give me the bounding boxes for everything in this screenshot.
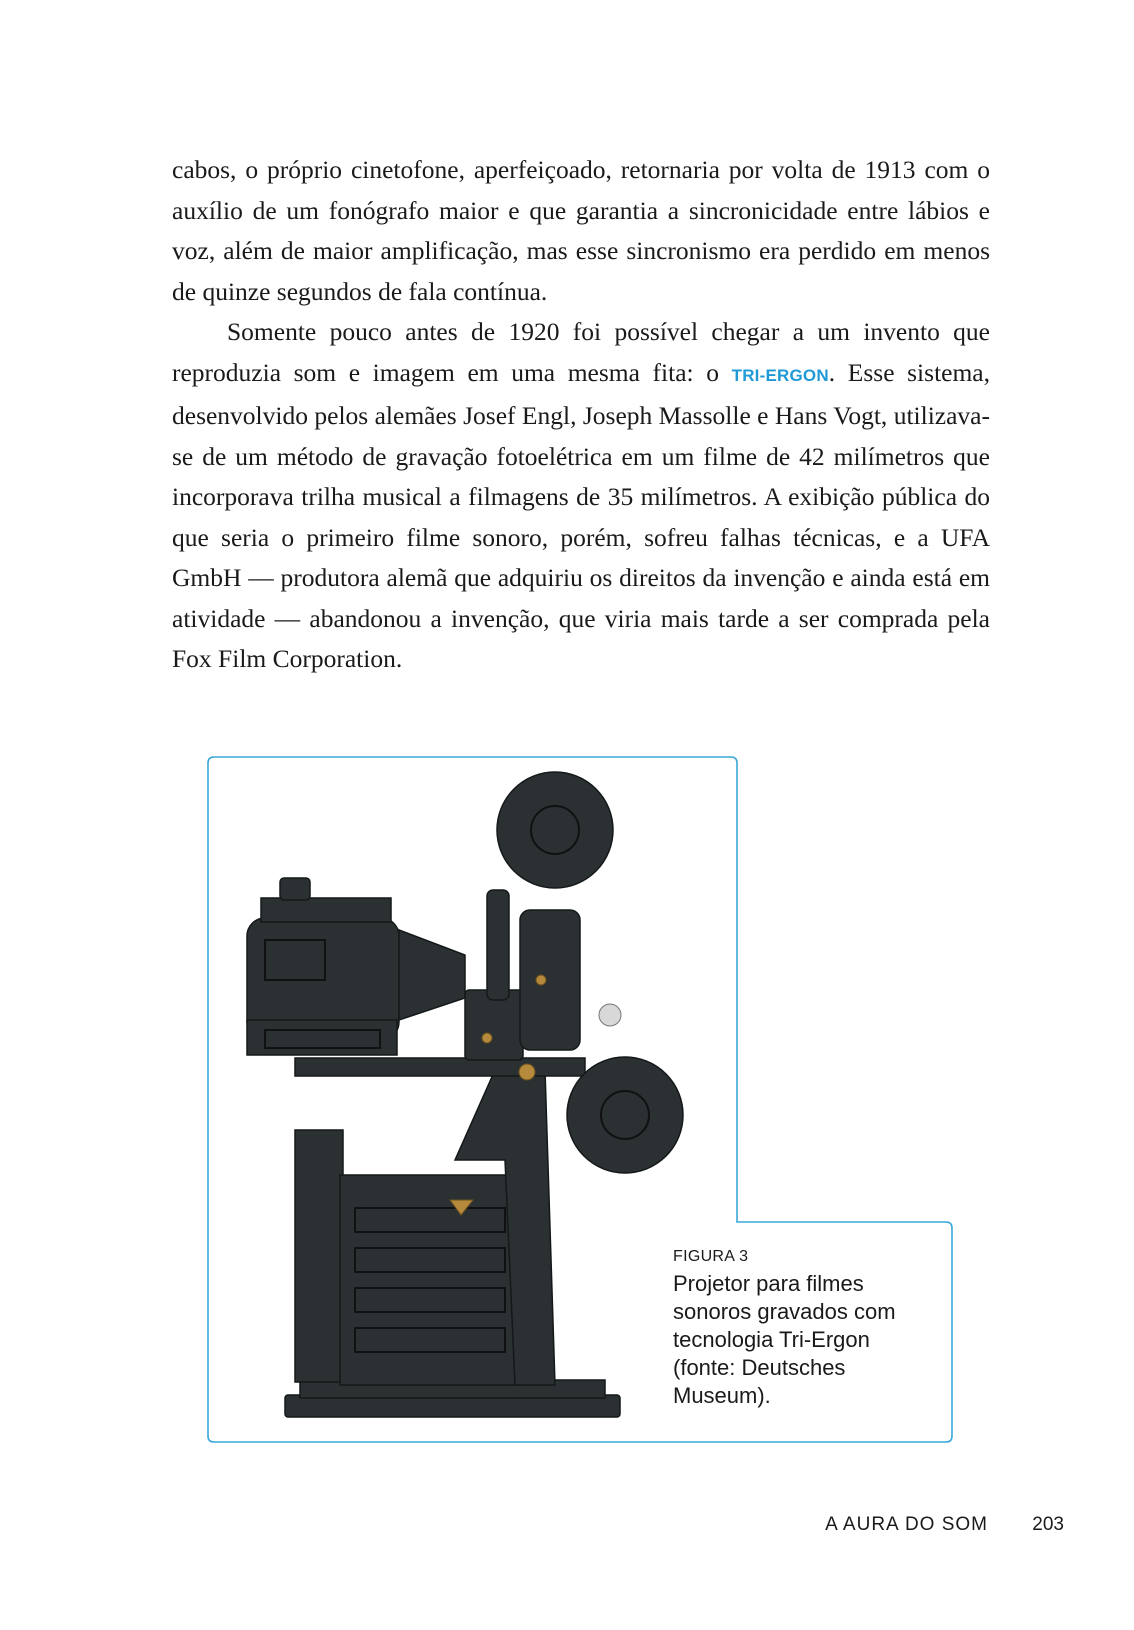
figure-caption: [673, 1248, 933, 1410]
figure-caption-text: Projetor para filmes sonoros gravados com tecnologia Tri-Ergon (fonte: Deutsches Museum).: [673, 1271, 896, 1408]
figure-label: FIGURA 3: [673, 1248, 749, 1265]
paragraph-2-end: . Esse sistema, desenvolvido pelos alemães Josef Engl, Joseph Massolle e Hans Vogt, utilizava-se de um método de gravação fotoelétrica em um filme de 42 milímetros que incorporava trilha musical a filmagens de 35 milímetros. A exibição pública do que seria o primeiro filme sonoro, porém, sofreu falhas técnicas, e a UFA GmbH — produtora alemã que adquiriu os direitos da invenção e ainda está em atividade — abandonou a invenção, que viria mais tarde a ser comprada pela Fox Film Corporation.: [172, 357, 991, 673]
paragraph-2: [172, 312, 990, 680]
page-footer: [825, 1514, 1064, 1536]
running-title: A AURA DO SOM: [825, 1514, 989, 1535]
projector-photo: [225, 770, 735, 1420]
body-text: [172, 150, 990, 680]
paragraph-1: cabos, o próprio cinetofone, aperfeiçoado, retornaria por volta de 1913 com o auxílio de um fonógrafo maior e que garantia a sincronicidade entre lábios e voz, além de maior amplificação, mas esse sincronismo era perdido em menos de quinze segundos de fala contínua.: [172, 155, 990, 306]
highlight-term-tri-ergon: TRI-ERGON: [731, 365, 829, 385]
paragraph-2-start: Somente pouco antes de 1920 foi possível chegar a um invento que reproduzia som e imagem em uma mesma fita: o: [172, 317, 990, 387]
page-number: 203: [1032, 1514, 1064, 1535]
